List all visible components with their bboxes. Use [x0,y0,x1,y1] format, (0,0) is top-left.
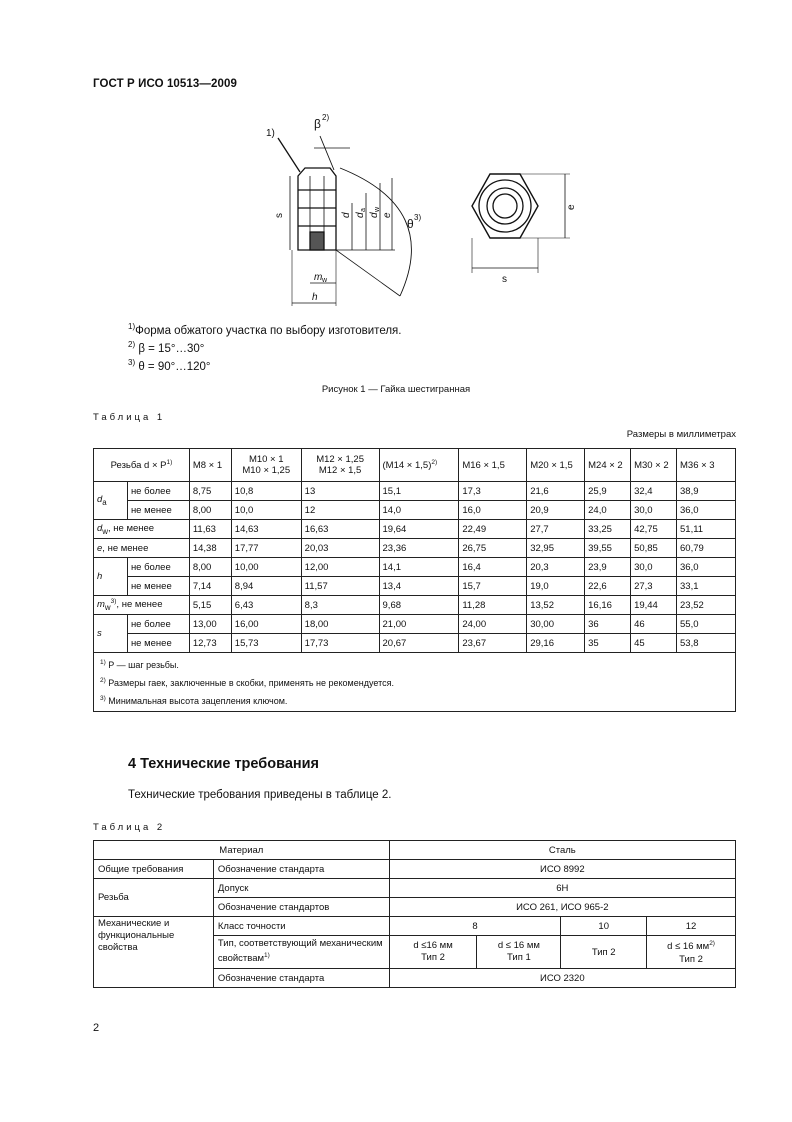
cell-type-label: Тип, соответствующий механическим свойствам$^{1)}$ [213,936,389,969]
cell: 20,9 [527,501,585,520]
row-sublabel: не более [127,558,189,577]
cell: 11,63 [189,520,231,539]
row-label-e: e, не менее [94,539,190,558]
figure-note: $^{1)}$Форма обжатого участка по выбору изготовителя. [128,322,402,337]
cell: 20,03 [301,539,379,558]
table-row [94,539,736,558]
cell-stds-designation: Обозначение стандартов [213,898,389,917]
cell: 36,0 [677,501,736,520]
table-row [94,558,736,577]
table-row [94,917,736,936]
cell-type-c: Тип 2 [561,936,647,969]
cell: 33,1 [677,577,736,596]
cell: 12 [301,501,379,520]
cell: 26,75 [459,539,527,558]
table-footnote: $^{2)}$ Размеры гаек, заключенные в скобки, применять не рекомендуется. [100,677,394,688]
fig-label-theta: θ [407,217,414,231]
cell: 10,00 [231,558,301,577]
header-thread: Резьба $d \times P^{1)}$ [94,449,190,482]
header-col: M8 × 1 [189,449,231,482]
row-label-da: $d_a$ [94,482,128,520]
cell: 23,9 [585,558,631,577]
cell: 38,9 [677,482,736,501]
table-row [94,615,736,634]
cell: 13,00 [189,615,231,634]
cell: 29,16 [527,634,585,653]
cell: 50,85 [631,539,677,558]
table-footnote: $^{1)}$ P — шаг резьбы. [100,659,179,670]
table1-units: Размеры в миллиметрах [626,429,736,440]
cell: 53,8 [677,634,736,653]
table-footnotes [94,653,736,712]
cell-std-designation: Обозначение стандарта [213,860,389,879]
cell: 39,55 [585,539,631,558]
cell: 19,0 [527,577,585,596]
table-row [94,860,736,879]
cell: 33,25 [585,520,631,539]
fig-label-front-s: s [502,274,507,285]
figure-note: $^{3)}$ θ = 90°…120° [128,357,211,373]
header-col: M24 × 2 [585,449,631,482]
fig-label-da-sub: a [360,208,367,212]
cell: 32,4 [631,482,677,501]
row-sublabel: не менее [127,634,189,653]
cell-tolerance: Допуск [213,879,389,898]
cell: 8,00 [189,558,231,577]
cell: 23,52 [677,596,736,615]
cell: 15,73 [231,634,301,653]
fig-label-beta-sup: 2) [322,113,330,122]
cell-class10: 10 [561,917,647,936]
section-title: 4 Технические требования [128,756,320,772]
cell-iso8992: ИСО 8992 [389,860,735,879]
cell: 30,0 [631,501,677,520]
row-sublabel: не более [127,482,189,501]
fig-label-note1: 1) [266,128,275,139]
cell: 23,67 [459,634,527,653]
fig-label-m-sub: w [322,277,328,284]
cell: 18,00 [301,615,379,634]
cell: 27,3 [631,577,677,596]
cell: 32,95 [527,539,585,558]
row-label-mw: $m_w^{3)}$, не менее [94,596,190,615]
table-row [94,634,736,653]
fig-label-theta-sup: 3) [414,213,422,222]
cell: 46 [631,615,677,634]
cell-type-b: d ≤ 16 мм Тип 1 [477,936,561,969]
cell: 45 [631,634,677,653]
fig-label-front-e: e [566,204,577,210]
cell: 19,44 [631,596,677,615]
cell: 7,14 [189,577,231,596]
cell: 5,15 [189,596,231,615]
table-row [94,501,736,520]
cell: 25,9 [585,482,631,501]
cell: 20,67 [379,634,459,653]
cell-material: Материал [94,841,390,860]
cell-tol-value: 6H [389,879,735,898]
header-col: M12 × 1,25 M12 × 1,5 [301,449,379,482]
cell-mech: Механические и функциональные свойства [94,917,214,988]
requirements-table [93,840,736,988]
cell: 16,00 [231,615,301,634]
fig-label-da: d [355,212,366,218]
cell: 14,63 [231,520,301,539]
cell: 17,73 [301,634,379,653]
table-row [94,879,736,898]
fig-label-s: s [274,213,285,218]
cell-iso2320: ИСО 2320 [389,969,735,988]
nut-drawing [250,108,590,313]
fig-label-e: e [382,212,393,218]
figure-caption: Рисунок 1 — Гайка шестигранная [321,384,471,395]
cell: 36,0 [677,558,736,577]
cell: 16,4 [459,558,527,577]
cell: 15,1 [379,482,459,501]
cell: 35 [585,634,631,653]
header-col: M30 × 2 [631,449,677,482]
cell: 21,6 [527,482,585,501]
fig-label-dw-sub: w [374,206,381,212]
cell-general: Общие требования [94,860,214,879]
cell: 23,36 [379,539,459,558]
cell: 24,0 [585,501,631,520]
row-sublabel: не более [127,615,189,634]
header-col: M16 × 1,5 [459,449,527,482]
cell: 13,4 [379,577,459,596]
cell: 24,00 [459,615,527,634]
fig-label-beta: β [314,117,321,131]
cell: 14,0 [379,501,459,520]
cell-type-d: d ≤ 16 $мм^{2)}$ Тип 2 [647,936,736,969]
cell: 14,1 [379,558,459,577]
cell: 8,3 [301,596,379,615]
header-col: $(M14 \times 1,5)^{2)}$ [379,449,459,482]
cell: 15,7 [459,577,527,596]
cell-class8: 8 [389,917,561,936]
cell: 60,79 [677,539,736,558]
cell: 13 [301,482,379,501]
cell: 10,0 [231,501,301,520]
cell-iso261: ИСО 261, ИСО 965-2 [389,898,735,917]
cell: 11,28 [459,596,527,615]
cell: 12,73 [189,634,231,653]
header-col: M10 × 1 M10 × 1,25 [231,449,301,482]
row-label-s: s [94,615,128,653]
cell: 19,64 [379,520,459,539]
cell-strength-class: Класс точности [213,917,389,936]
cell: 30,0 [631,558,677,577]
row-sublabel: не менее [127,577,189,596]
table2-label: Таблица 2 [93,822,166,833]
fig-label-h: h [312,292,318,303]
row-sublabel: не менее [127,501,189,520]
dimensions-table [93,448,736,712]
cell: 6,43 [231,596,301,615]
cell: 51,11 [677,520,736,539]
cell: 9,68 [379,596,459,615]
page-number: 2 [93,1022,100,1034]
table1-label: Таблица 1 [93,412,166,423]
cell: 13,52 [527,596,585,615]
cell: 27,7 [527,520,585,539]
cell: 8,94 [231,577,301,596]
cell-thread: Резьба [94,879,214,917]
figure-notes [128,320,401,373]
cell: 55,0 [677,615,736,634]
cell: 16,16 [585,596,631,615]
document-header: ГОСТ Р ИСО 10513—2009 [93,78,238,90]
table-header-row [94,449,736,482]
table-row [94,577,736,596]
cell: 11,57 [301,577,379,596]
cell: 22,49 [459,520,527,539]
fig-label-d: d [341,212,352,218]
cell: 17,77 [231,539,301,558]
cell-type-a: d ≤16 мм Тип 2 [389,936,477,969]
row-label-dw: $d_w$, не менее [94,520,190,539]
cell: 16,0 [459,501,527,520]
fig-label-m: m [314,272,323,283]
section-text: Технические требования приведены в таблице 2. [128,789,392,801]
cell-steel: Сталь [389,841,735,860]
cell: 22,6 [585,577,631,596]
cell: 16,63 [301,520,379,539]
table-row [94,520,736,539]
cell: 8,75 [189,482,231,501]
cell: 10,8 [231,482,301,501]
table-row [94,482,736,501]
table-row [94,841,736,860]
cell: 36 [585,615,631,634]
cell: 12,00 [301,558,379,577]
header-col: M36 × 3 [677,449,736,482]
cell: 20,3 [527,558,585,577]
cell: 17,3 [459,482,527,501]
row-label-h: h [94,558,128,596]
cell: 8,00 [189,501,231,520]
header-col: M20 × 1,5 [527,449,585,482]
figure-note: $^{2)}$ β = 15°…30° [128,339,205,355]
cell: 30,00 [527,615,585,634]
cell: 42,75 [631,520,677,539]
cell: 21,00 [379,615,459,634]
cell: 14,38 [189,539,231,558]
fig-label-dw: d [369,212,380,218]
cell-class12: 12 [647,917,736,936]
cell-std-designation-2: Обозначение стандарта [213,969,389,988]
table-row [94,596,736,615]
table-footnote: $^{3)}$ Минимальная высота зацепления ключом. [100,695,288,706]
